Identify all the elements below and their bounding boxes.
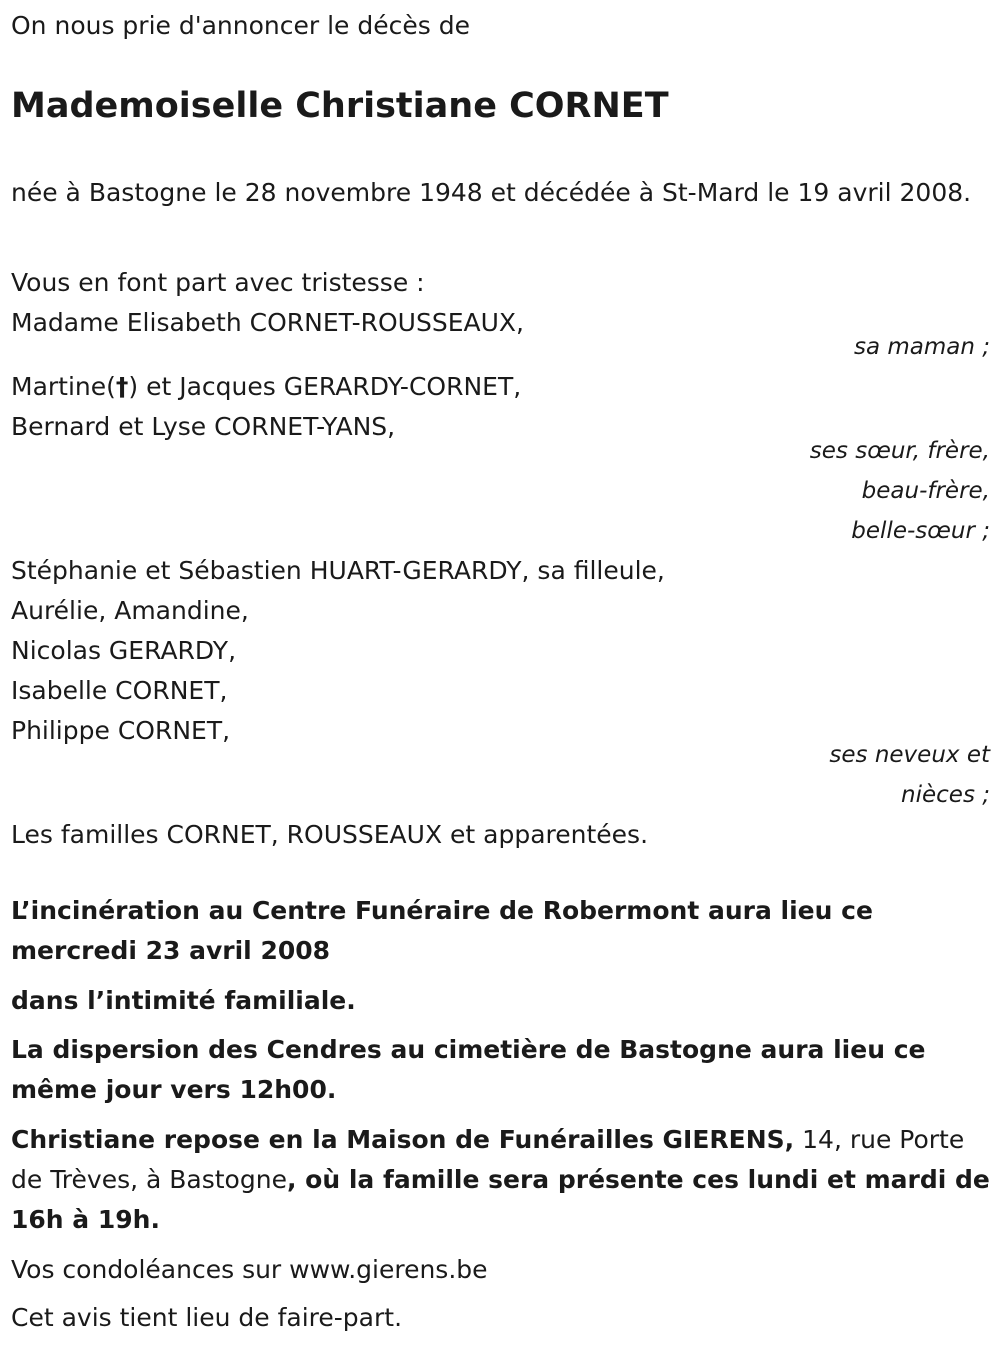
cremation-text: L’incinération au Centre Funéraire de Robermont aura lieu ce mercredi 23 avril 2008 [11, 896, 873, 965]
family-list [11, 263, 990, 855]
deceased-name: Mademoiselle Christiane CORNET [11, 86, 669, 126]
sibling-1-pre: Martine( [11, 372, 116, 401]
closing-text: Cet avis tient lieu de faire-part. [11, 1303, 403, 1332]
siblings-role-line-3: belle-sœur ; [851, 518, 990, 544]
birth-death-text: née à Bastogne le 28 novembre 1948 et décédée à St-Mard le 19 avril 2008. [11, 178, 972, 207]
sibling-2: Bernard et Lyse CORNET-YANS, [11, 412, 396, 441]
nephew-line-5: Philippe CORNET, [11, 716, 231, 745]
mother-role: sa maman ; [853, 334, 990, 360]
siblings-role-line-1: ses sœur, frère, [809, 438, 990, 464]
condolences-text: Vos condoléances sur www.gierens.be [11, 1255, 488, 1284]
intimacy-text: dans l’intimité familiale. [11, 986, 356, 1015]
announce-intro: Vous en font part avec tristesse : [11, 268, 425, 297]
nephew-line-1: Stéphanie et Sébastien HUART-GERARDY, sa filleule, [11, 556, 665, 585]
rest-bold-1: Christiane repose en la Maison de Funérailles GIERENS, [11, 1125, 795, 1154]
rest-normal-1: 14, rue Porte de Trèves, à Bastogne [11, 1125, 965, 1194]
nephew-line-3: Nicolas GERARDY, [11, 636, 237, 665]
sibling-1-post: ) et Jacques GERARDY-CORNET, [128, 372, 522, 401]
mother-name: Madame Elisabeth CORNET-ROUSSEAUX, [11, 308, 524, 337]
dispersion-text: La dispersion des Cendres au cimetière de Bastogne aura lieu ce même jour vers 12h00. [11, 1035, 926, 1104]
nephew-line-2: Aurélie, Amandine, [11, 596, 249, 625]
sibling-1 [11, 367, 990, 407]
nephews-role-line-2: nièces ; [901, 782, 990, 808]
families-text: Les familles CORNET, ROUSSEAUX et apparentées. [11, 820, 649, 849]
siblings-role-line-2: beau-frère, [861, 478, 990, 504]
rest-bold-2: , où la famille sera présente ces lundi et mardi de 16h à 19h. [11, 1165, 990, 1234]
nephew-line-4: Isabelle CORNET, [11, 676, 228, 705]
intro-text: On nous prie d'annoncer le décès de [11, 11, 470, 40]
cross-icon: † [115, 372, 129, 401]
rest-text [11, 1120, 990, 1240]
nephews-role-line-1: ses neveux et [829, 742, 990, 768]
